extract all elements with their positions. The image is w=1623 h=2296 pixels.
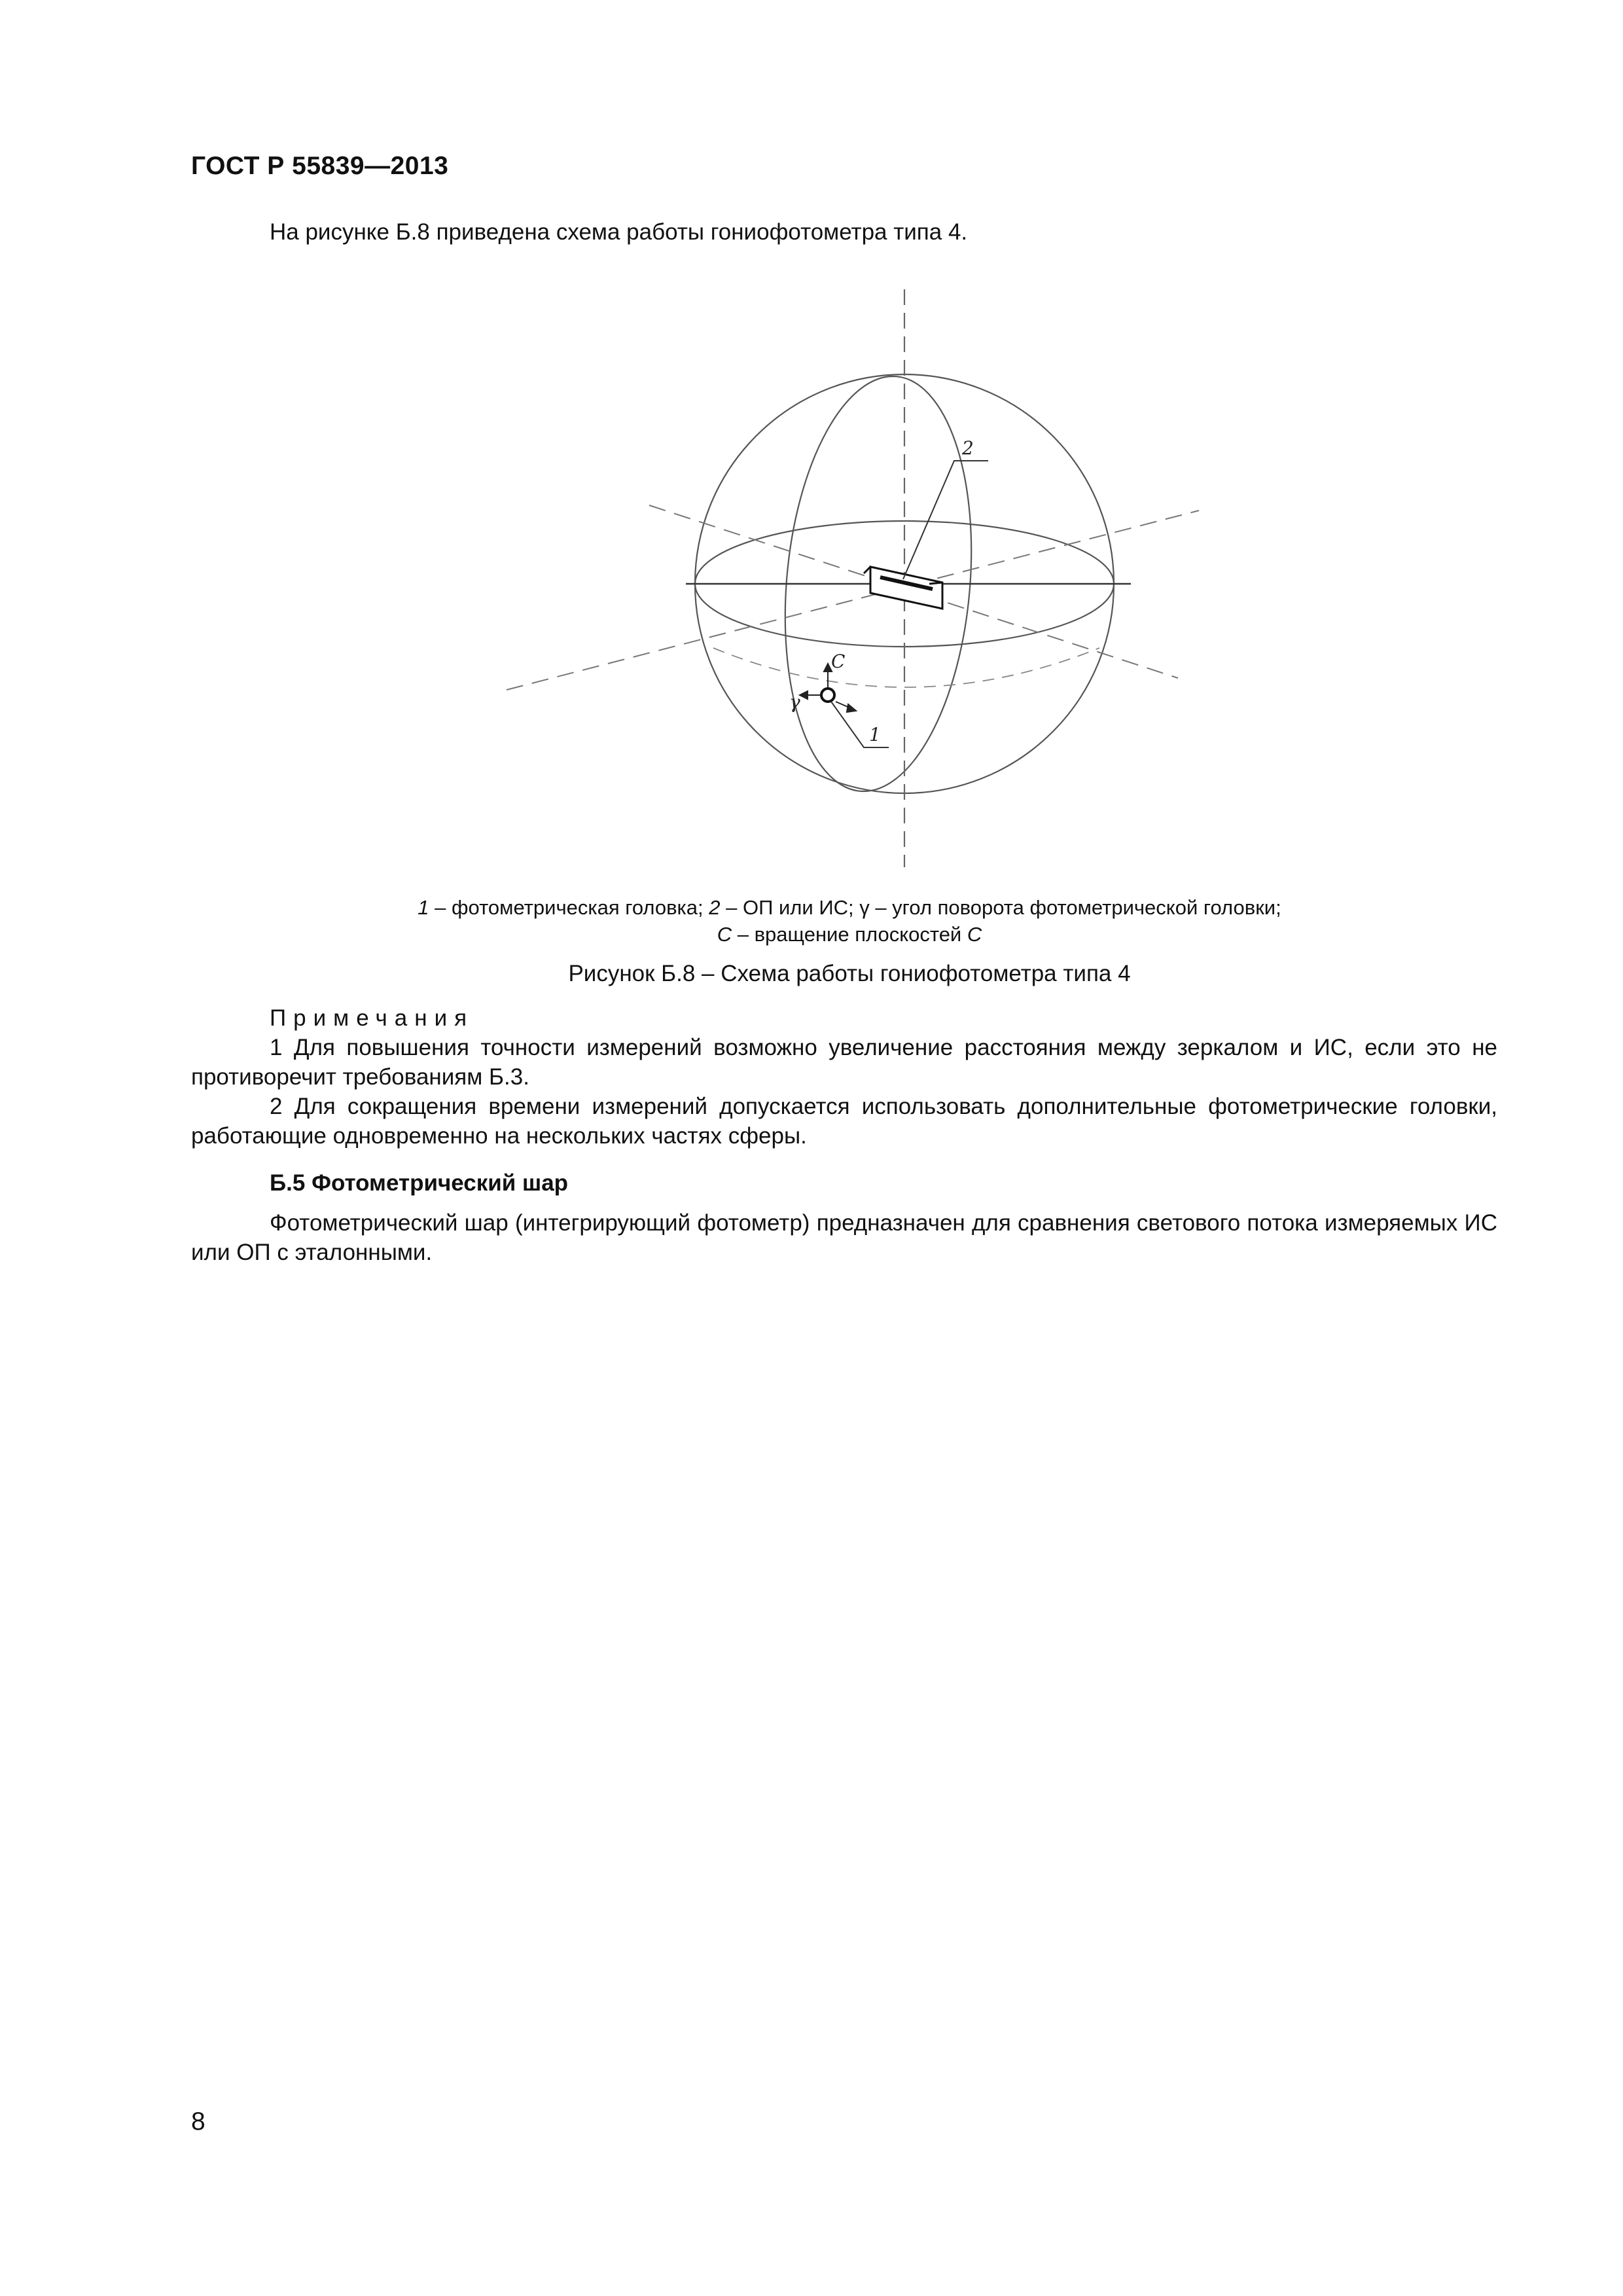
legend-num-c: C [717, 923, 732, 946]
legend-text-c: – вращение плоскостей [732, 923, 967, 946]
intro-paragraph: На рисунке Б.8 приведена схема работы гониофотометра типа 4. [270, 219, 968, 245]
figure-label-plane: C [831, 651, 846, 672]
figure-label-head: 1 [869, 724, 881, 745]
goniophotometer-diagram [497, 281, 1211, 884]
figure-label-source: 2 [962, 437, 974, 459]
diagonal-axis-b [507, 511, 1199, 690]
leader-line-2 [903, 461, 988, 579]
figure-label-angle: γ [789, 691, 800, 713]
goniophotometer-figure [497, 281, 1211, 884]
legend-tail-c: C [967, 923, 982, 946]
document-header: ГОСТ Р 55839—2013 [191, 152, 449, 180]
equator-hidden [713, 648, 1099, 687]
note-2: 2 Для сокращения времени измерений допускается использовать дополнительные фотометрические головки, работающие одновременно на нескольких частях сферы. [191, 1094, 1497, 1149]
legend-text-2: – ОП или ИС; γ – угол поворота фотометрической головки; [720, 896, 1281, 919]
photometric-head [821, 689, 834, 702]
section-paragraph: Фотометрический шар (интегрирующий фотометр) предназначен для сравнения светового потока измеряемых ИС или ОП с эталонными. [191, 1210, 1497, 1265]
notes-heading: Примечания [270, 1005, 474, 1031]
legend-text-1: – фотометрическая головка; [429, 896, 709, 919]
legend-num-1: 1 [418, 896, 429, 919]
legend-num-2: 2 [709, 896, 721, 919]
figure-caption: Рисунок Б.8 – Схема работы гониофотометра типа 4 [568, 961, 1131, 986]
page-number: 8 [191, 2108, 205, 2136]
section-title: Б.5 Фотометрический шар [270, 1170, 569, 1196]
legend-line-2 [191, 921, 1508, 948]
note-1: 1 Для повышения точности измерений возможно увеличение расстояния между зеркалом и ИС, если это не противоречит требованиям Б.3. [191, 1035, 1497, 1090]
figure-legend [191, 894, 1508, 948]
legend-line-1 [191, 894, 1508, 921]
